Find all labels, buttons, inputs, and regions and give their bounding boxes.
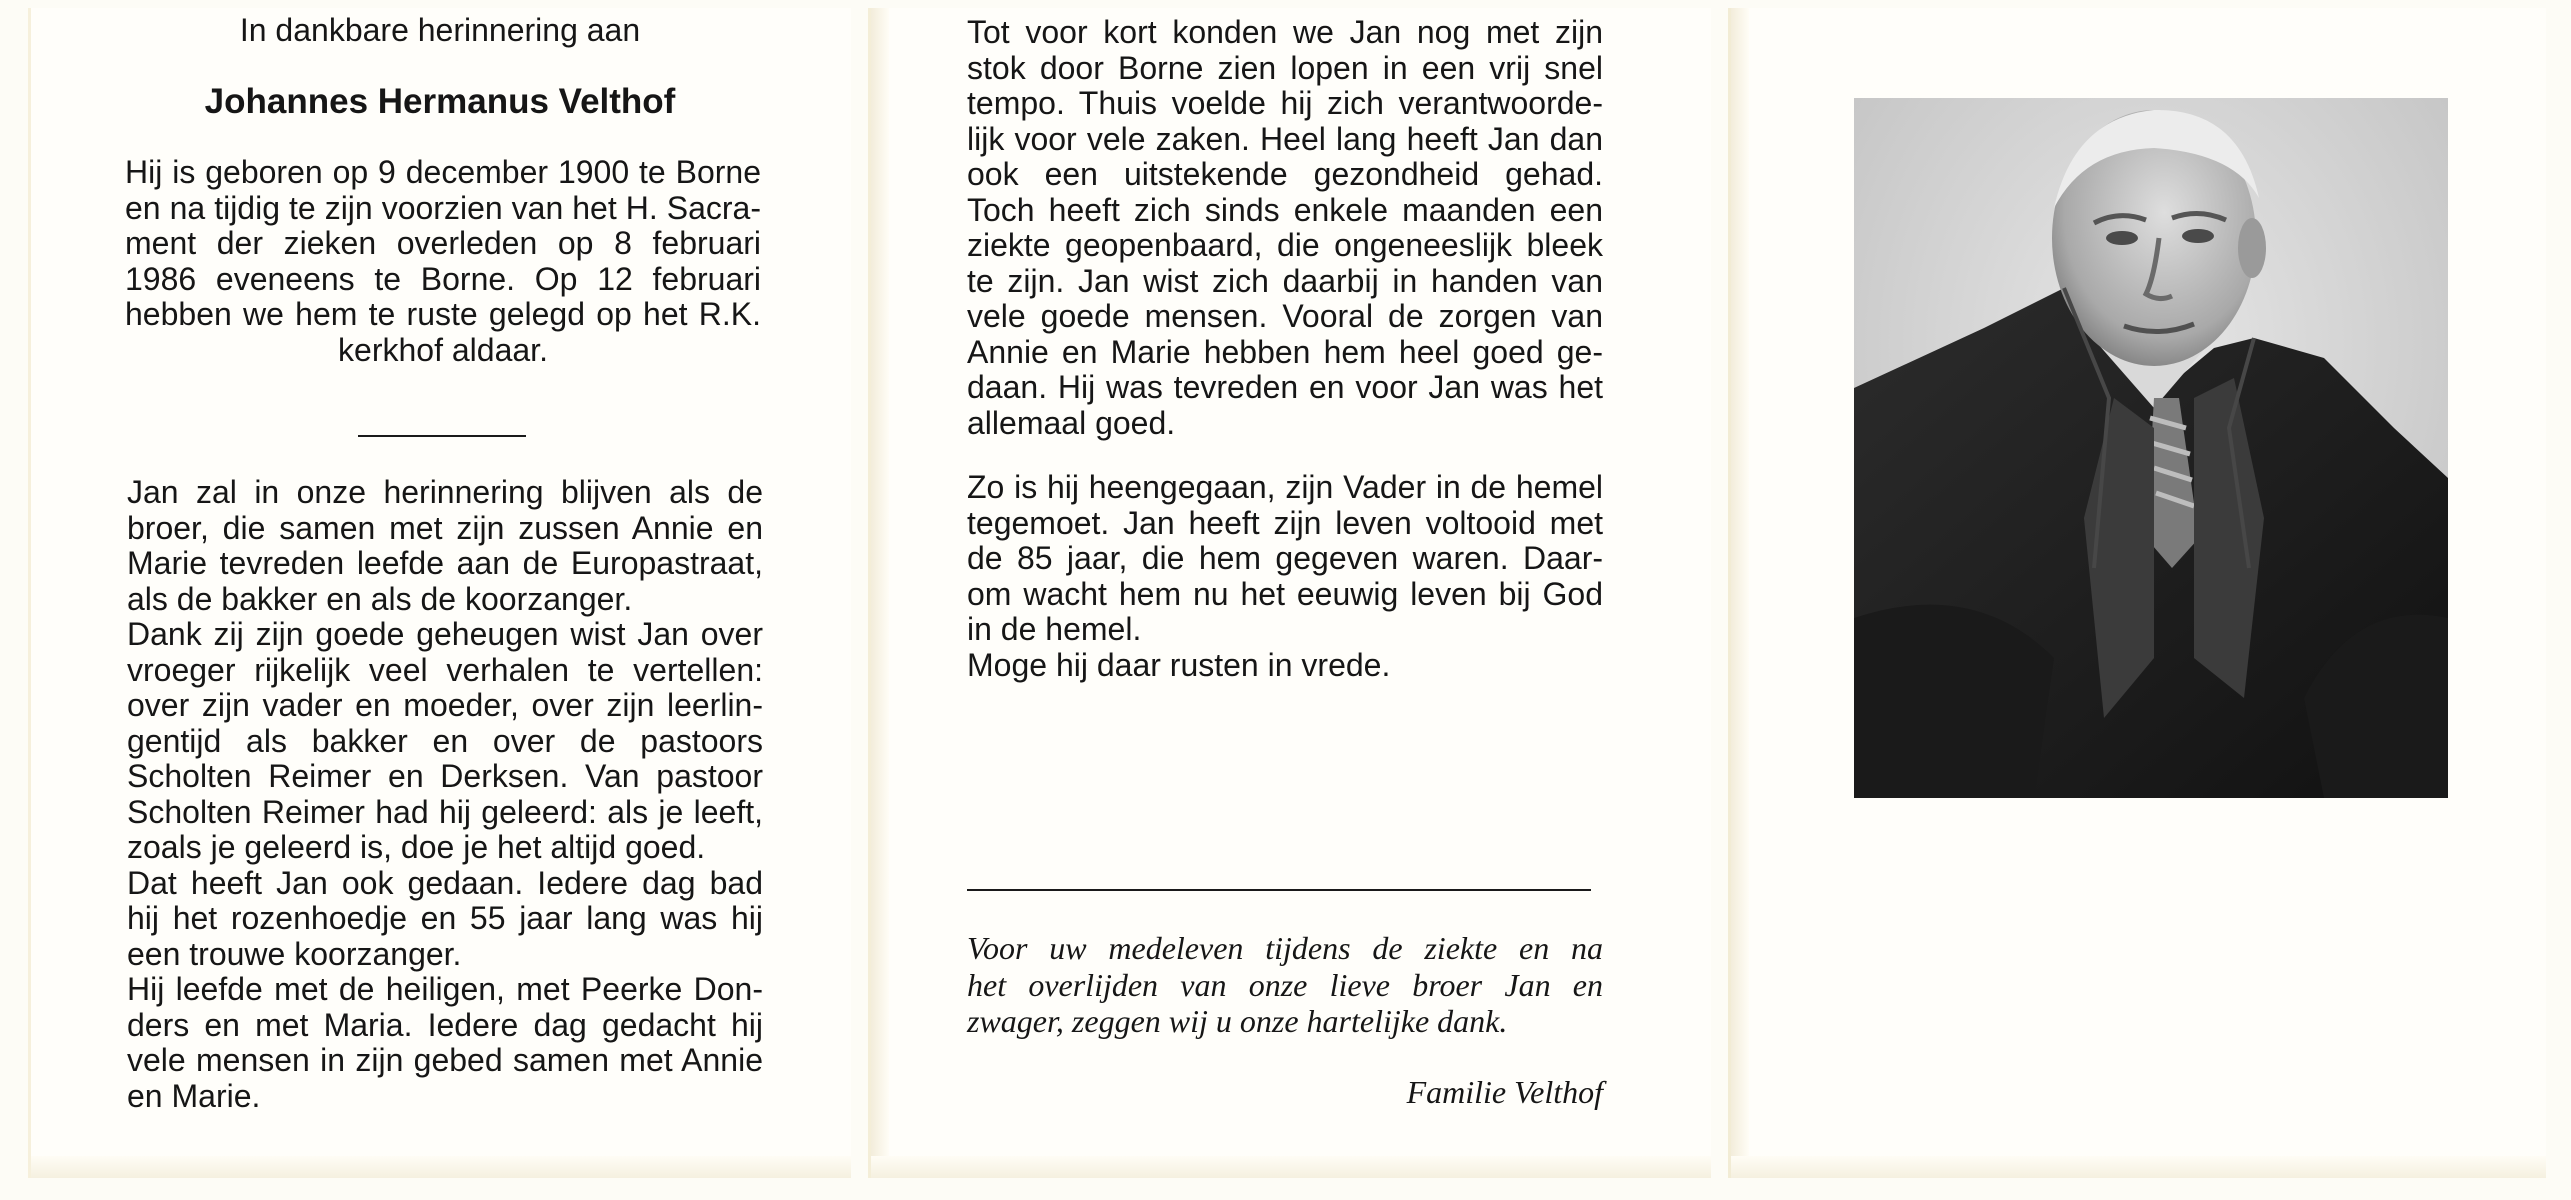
- text-line: hebben we hem te ruste gelegd op het R.K.: [125, 296, 761, 332]
- text-line: het overlijden van onze lieve broer Jan en: [967, 966, 1603, 1003]
- text-line: een trouwe koorzanger.: [127, 935, 462, 972]
- text-line: Hij is geboren op 9 december 1900 te Borne: [125, 154, 761, 190]
- paper-edge: [1731, 1156, 2546, 1178]
- text-line: als de bakker en als de koorzanger.: [127, 580, 633, 617]
- text-line: te zijn. Jan wist zich daarbij in handen van: [967, 262, 1603, 299]
- closing-paragraph: [967, 470, 1603, 683]
- text-line: en na tijdig te zijn voorzien van het H. Sacra-: [125, 189, 761, 226]
- text-line: zoals je geleerd is, doe je het altijd goed.: [127, 829, 706, 865]
- text-line: vele mensen in zijn gebed samen met Annie: [127, 1042, 763, 1078]
- card-header: In dankbare herinnering aan: [239, 12, 641, 48]
- text-line: Toch heeft zich sinds enkele maanden een: [967, 191, 1603, 228]
- text-line: Scholten Reimer had hij geleerd: als je leeft,: [127, 793, 763, 830]
- family-signature: Familie Velthof: [1406, 1074, 1603, 1110]
- deceased-name: Johannes Hermanus Velthof: [204, 82, 676, 121]
- thanks-note: [967, 930, 1603, 1040]
- paper-edge: [871, 1156, 1711, 1178]
- text-line: stok door Borne zien lopen in een vrij snel: [967, 49, 1603, 86]
- text-line: Jan zal in onze herinnering blijven als de: [127, 474, 763, 510]
- intro-paragraph: [125, 155, 761, 368]
- text-line: tempo. Thuis voelde hij zich verantwoorde-: [967, 85, 1603, 121]
- text-line: Scholten Reimer en Derksen. Van pastoor: [127, 758, 763, 794]
- text-line: ment der zieken overleden op 8 februari: [125, 225, 761, 261]
- text-line: Zo is hij heengegaan, zijn Vader in de hemel: [967, 469, 1603, 505]
- divider-rule: [967, 889, 1591, 891]
- fold-shadow: [871, 8, 889, 1178]
- story-paragraph-left: [127, 475, 763, 1114]
- text-line: vroeger rijkelijk veel verhalen te vertellen:: [127, 651, 763, 688]
- fold-shadow: [1731, 8, 1749, 1178]
- story-paragraph-middle: [967, 15, 1603, 441]
- text-line: lijk voor vele zaken. Heel lang heeft Jan dan: [967, 120, 1603, 157]
- paper-edge: [31, 1156, 851, 1178]
- divider-rule: [358, 435, 526, 437]
- text-line: kerkhof aldaar.: [338, 331, 548, 368]
- portrait-photo: [1854, 98, 2448, 798]
- text-line: Moge hij daar rusten in vrede.: [967, 646, 1391, 683]
- text-line: om wacht hem nu het eeuwig leven bij God: [967, 575, 1603, 612]
- text-line: zwager, zeggen wij u onze hartelijke dank.: [967, 1003, 1508, 1039]
- text-line: hij het rozenhoedje en 55 jaar lang was hij: [127, 900, 763, 936]
- text-line: Annie en Marie hebben hem heel goed ge-: [967, 333, 1603, 370]
- text-line: en Marie.: [127, 1077, 261, 1114]
- text-line: ders en met Maria. Iedere dag gedacht hij: [127, 1006, 763, 1043]
- text-line: Tot voor kort konden we Jan nog met zijn: [967, 14, 1603, 50]
- text-line: Dank zij zijn goede geheugen wist Jan over: [127, 616, 763, 652]
- text-line: de 85 jaar, die hem gegeven waren. Daar-: [967, 540, 1603, 576]
- text-line: Hij leefde met de heiligen, met Peerke Don-: [127, 971, 763, 1007]
- text-line: 1986 eveneens te Borne. Op 12 februari: [125, 260, 761, 297]
- text-line: allemaal goed.: [967, 404, 1176, 441]
- text-line: gentijd als bakker en over de pastoors: [127, 722, 763, 759]
- text-line: ook een uitstekende gezondheid gehad.: [967, 156, 1603, 192]
- text-line: Dat heeft Jan ook gedaan. Iedere dag bad: [127, 864, 763, 901]
- text-line: broer, die samen met zijn zussen Annie en: [127, 509, 763, 546]
- text-line: Voor uw medeleven tijdens de ziekte en na: [967, 930, 1603, 966]
- text-line: over zijn vader en moeder, over zijn leerlin-: [127, 687, 763, 723]
- text-line: Marie tevreden leefde aan de Europastraat,: [127, 545, 763, 581]
- text-line: tegemoet. Jan heeft zijn leven voltooid met: [967, 504, 1603, 541]
- text-line: daan. Hij was tevreden en voor Jan was het: [967, 369, 1603, 405]
- text-line: vele goede mensen. Vooral de zorgen van: [967, 298, 1603, 334]
- text-line: in de hemel.: [967, 611, 1142, 647]
- text-line: ziekte geopenbaard, die ongeneeslijk bleek: [967, 227, 1603, 263]
